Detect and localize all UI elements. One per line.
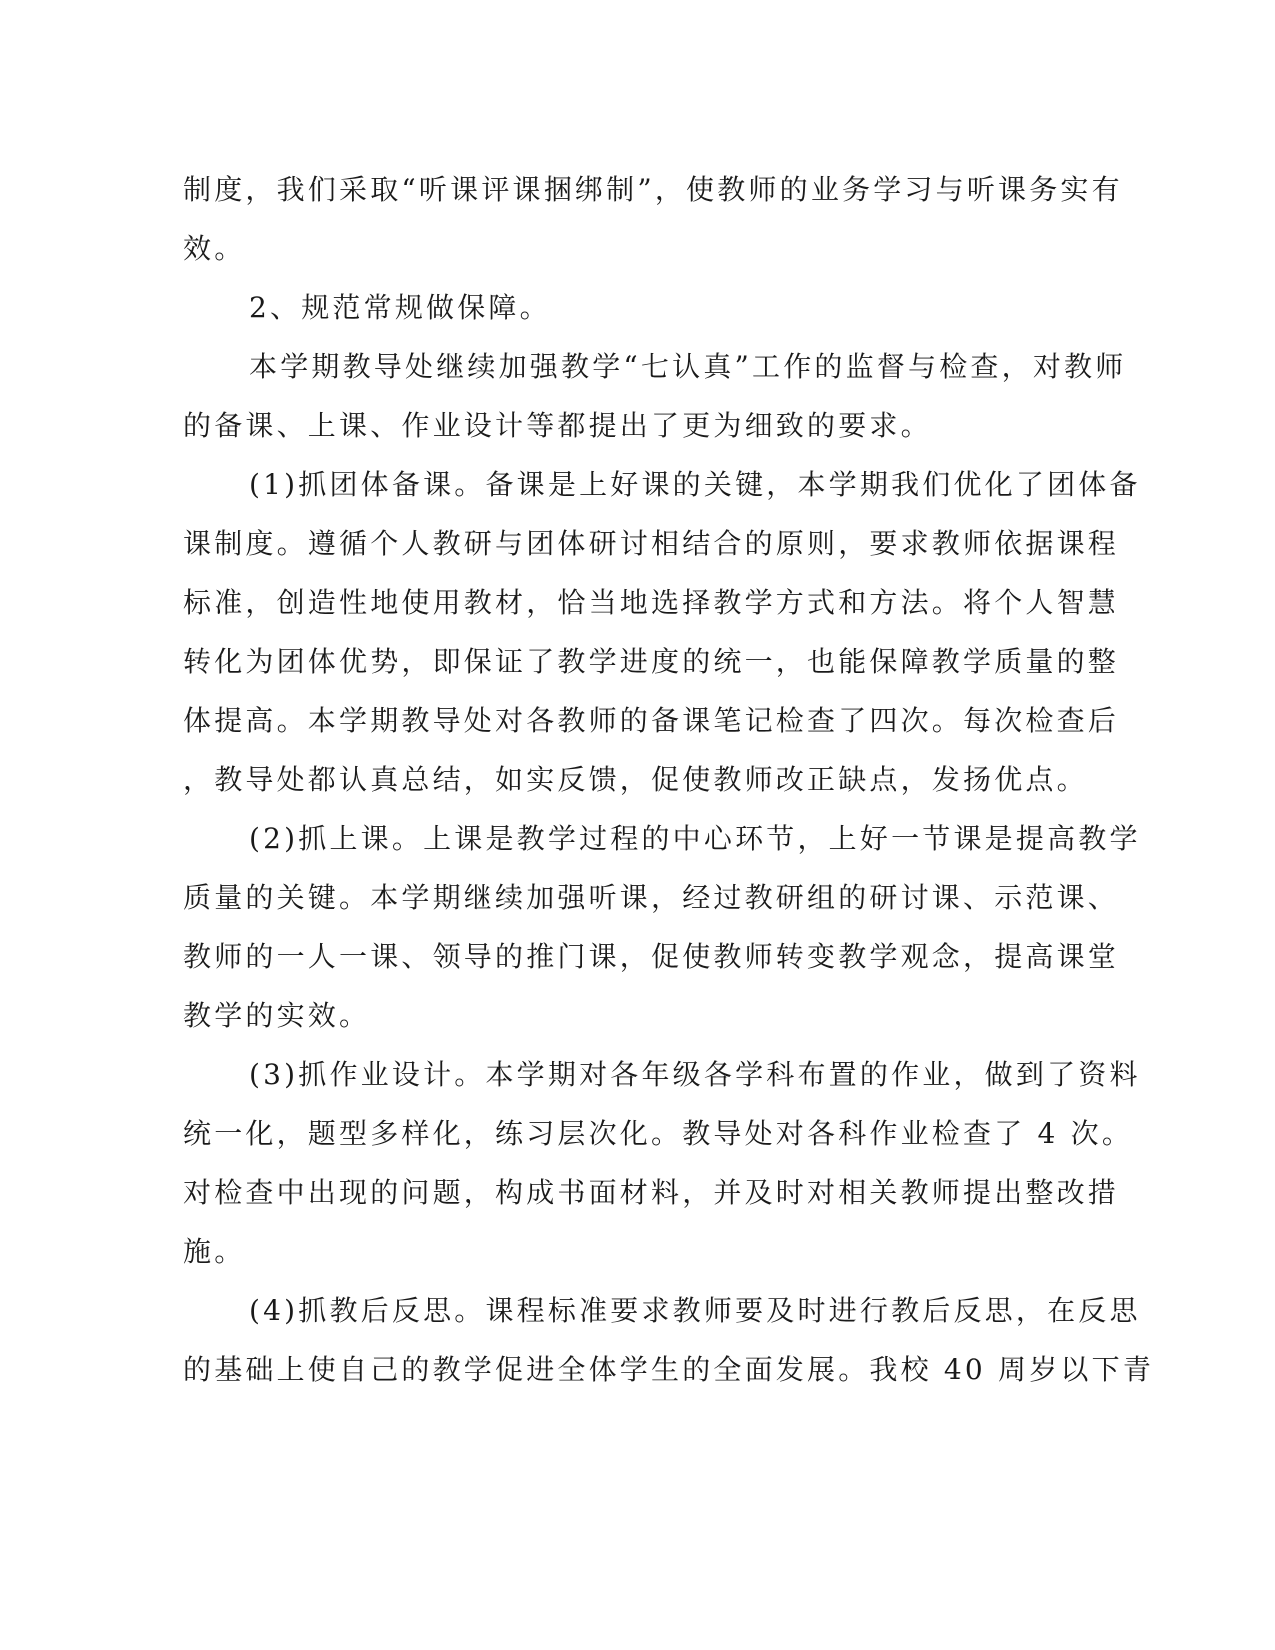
text-line: 效。 [183,232,246,265]
paragraph-start: (4)抓教后反思。课程标准要求教师要及时进行教后反思，在反思 [249,1294,1141,1327]
text-line: ，教导处都认真总结，如实反馈，促使教师改正缺点，发扬优点。 [183,763,1088,796]
text-line: 统一化，题型多样化，练习层次化。教导处对各科作业检查了 4 次。 [183,1117,1134,1150]
section-heading: 2、规范常规做保障。 [249,291,551,324]
text-line: 质量的关键。本学期继续加强听课，经过教研组的研讨课、示范课、 [183,881,1120,914]
text-line: 施。 [183,1235,246,1268]
text-line: 课制度。遵循个人教研与团体研讨相结合的原则，要求教师依据课程 [183,527,1120,560]
text-line: 转化为团体优势，即保证了教学进度的统一，也能保障教学质量的整 [183,645,1120,678]
paragraph-start: (3)抓作业设计。本学期对各年级各学科布置的作业，做到了资料 [249,1058,1141,1091]
text-line: 对检查中出现的问题，构成书面材料，并及时对相关教师提出整改措 [183,1176,1120,1209]
paragraph-start: 本学期教导处继续加强教学“七认真”工作的监督与检查，对教师 [249,350,1127,383]
text-line: 教学的实效。 [183,999,371,1032]
text-line: 标准，创造性地使用教材，恰当地选择教学方式和方法。将个人智慧 [183,586,1120,619]
text-line: 的基础上使自己的教学促进全体学生的全面发展。我校 40 周岁以下青 [183,1353,1155,1386]
text-line: 体提高。本学期教导处对各教师的备课笔记检查了四次。每次检查后 [183,704,1120,737]
text-line: 制度，我们采取“听课评课捆绑制”，使教师的业务学习与听课务实有 [183,173,1123,206]
text-line: 教师的一人一课、领导的推门课，促使教师转变教学观念，提高课堂 [183,940,1120,973]
document-body [183,160,1155,1399]
paragraph-start: (1)抓团体备课。备课是上好课的关键，本学期我们优化了团体备 [249,468,1141,501]
paragraph-start: (2)抓上课。上课是教学过程的中心环节，上好一节课是提高教学 [249,822,1141,855]
text-line: 的备课、上课、作业设计等都提出了更为细致的要求。 [183,409,932,442]
